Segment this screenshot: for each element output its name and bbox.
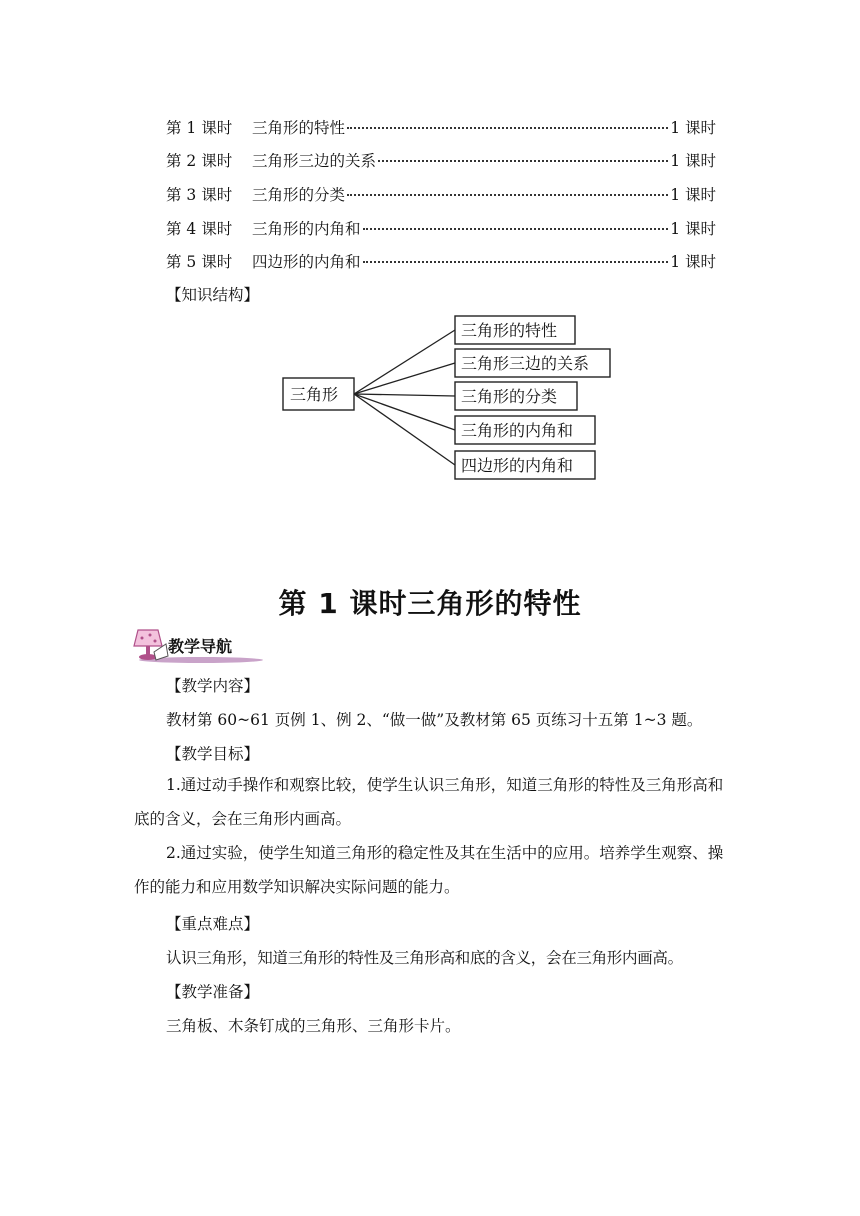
teaching-preparation-text: 三角板、木条钉成的三角形、三角形卡片。 <box>166 1017 461 1035</box>
connector-line <box>354 394 455 396</box>
toc-lesson-hours: 1 课时 <box>670 253 716 272</box>
teaching-preparation-heading: 【教学准备】 <box>166 983 260 1001</box>
teaching-goal-1: 1.通过动手操作和观察比较，使学生认识三角形，知道三角形的特性及三角形高和底的含义，会在三角形内画高。 <box>134 776 724 828</box>
teaching-goal-2: 2.通过实验，使学生知道三角形的稳定性及其在生活中的应用。培养学生观察、操作的能力和应用数学知识解决实际问题的能力。 <box>134 844 724 896</box>
toc-lesson-title: 三角形三边的关系 <box>252 152 377 171</box>
teaching-content-text: 教材第 60~61 页例 1、例 2、“做一做”及教材第 65 页练习十五第 1~3 题。 <box>166 711 703 729</box>
toc-lesson-number: 第 3 课时 <box>166 185 233 204</box>
branch-node-label: 三角形的特性 <box>461 321 558 340</box>
toc-lesson-title: 三角形的内角和 <box>252 219 361 238</box>
toc-lesson-hours: 1 课时 <box>670 185 716 204</box>
toc-lesson-number: 第 5 课时 <box>166 253 233 272</box>
toc-lesson-hours: 1 课时 <box>670 219 716 238</box>
branch-node-label: 三角形的分类 <box>461 387 558 406</box>
branch-node-label: 三角形三边的关系 <box>461 354 590 373</box>
key-difficulties-text: 认识三角形，知道三角形的特性及三角形高和底的含义，会在三角形内画高。 <box>166 949 683 967</box>
teaching-navigation-banner <box>126 626 266 664</box>
connector-line <box>354 330 455 394</box>
toc-lesson-title: 四边形的内角和 <box>252 253 361 272</box>
root-node-label: 三角形 <box>290 385 339 404</box>
toc-lesson-number: 第 2 课时 <box>166 152 233 171</box>
connector-line <box>354 394 455 430</box>
teaching-content-heading: 【教学内容】 <box>166 677 260 695</box>
lesson-title: 第 1 课时三角形的特性 <box>278 587 582 620</box>
branch-node-label: 三角形的内角和 <box>461 421 574 440</box>
teaching-goals-heading: 【教学目标】 <box>166 745 260 763</box>
toc-lesson-number: 第 1 课时 <box>166 118 233 137</box>
connector-line <box>354 394 455 465</box>
teaching-navigation-label: 教学导航 <box>168 637 233 656</box>
key-difficulties-heading: 【重点难点】 <box>166 915 260 933</box>
toc-lesson-title: 三角形的特性 <box>252 118 346 137</box>
toc-lesson-title: 三角形的分类 <box>252 185 346 204</box>
toc-lesson-hours: 1 课时 <box>670 152 716 171</box>
knowledge-structure-diagram <box>0 0 860 500</box>
knowledge-structure-label: 【知识结构】 <box>166 286 260 304</box>
connector-line <box>354 363 455 394</box>
branch-node-label: 四边形的内角和 <box>461 456 574 475</box>
toc-lesson-hours: 1 课时 <box>670 118 716 137</box>
toc-lesson-number: 第 4 课时 <box>166 219 233 238</box>
